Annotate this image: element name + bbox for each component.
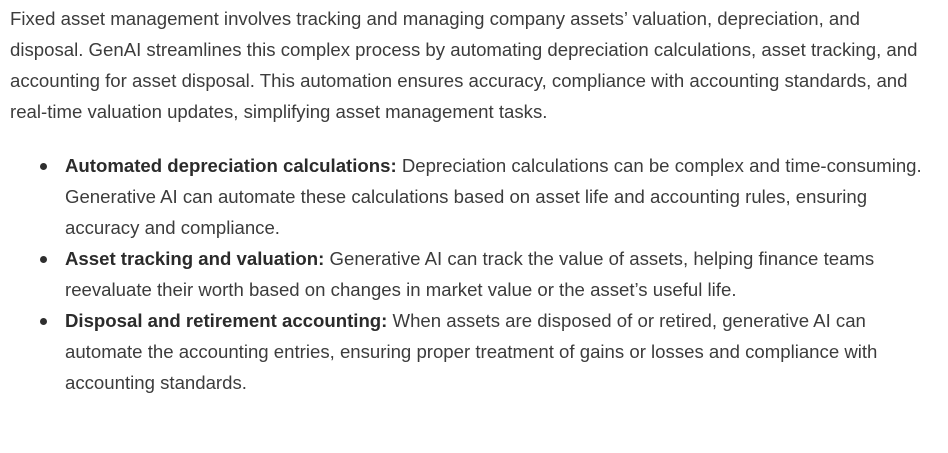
- document-body: [10, 3, 935, 398]
- intro-paragraph: Fixed asset management involves tracking and managing company assets’ valuation, depreciation, and disposal. GenAI streamlines this complex process by automating depreciation calculations, asset tracking, and accounting for asset disposal. This automation ensures accuracy, compliance with accounting standards, and real-time valuation updates, simplifying asset management tasks.: [10, 8, 918, 122]
- bullet-term: Asset tracking and valuation:: [65, 248, 325, 269]
- bullet-text: When assets are disposed of or retired, generative AI can automate the accounting entries, ensuring proper treatment of gains or losses and compliance with accounting standards.: [65, 310, 878, 393]
- bullet-dot: [40, 163, 47, 170]
- bullet-item-disposal: [10, 305, 935, 398]
- bullet-term: Disposal and retirement accounting:: [65, 310, 388, 331]
- bullet-term: Automated depreciation calculations:: [65, 155, 397, 176]
- bullet-text: Depreciation calculations can be complex and time-consuming. Generative AI can automate these calculations based on asset life and accounting rules, ensuring accuracy and compliance.: [65, 155, 922, 238]
- bullet-text: Generative AI can track the value of assets, helping finance teams reevaluate their worth based on changes in market value or the asset’s useful life.: [65, 248, 875, 300]
- bullet-dot: [40, 256, 47, 263]
- bullet-dot: [40, 318, 47, 325]
- bullet-item-depreciation: [10, 150, 935, 243]
- bullet-item-tracking: [10, 243, 935, 305]
- bullet-list: [10, 150, 935, 398]
